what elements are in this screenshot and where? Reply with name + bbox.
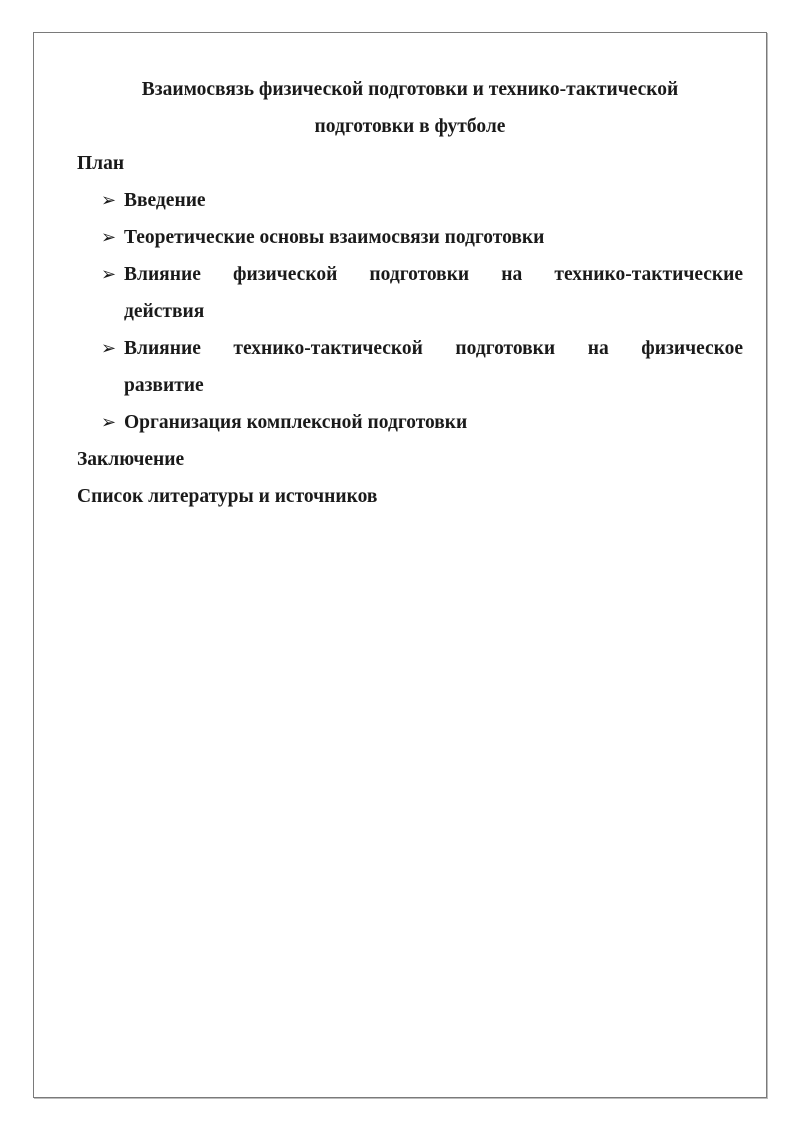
document-title-line-2: подготовки в футболе <box>314 116 506 137</box>
plan-item-label: Организация комплексной подготовки <box>124 412 468 433</box>
plan-item-label-line-1: Влияние физической подготовки на технико-тактические <box>124 264 743 285</box>
document-content <box>77 71 743 515</box>
plan-item-label: Теоретические основы взаимосвязи подготовки <box>124 227 545 248</box>
plan-item-introduction <box>77 182 743 219</box>
document-title-line-1: Взаимосвязь физической подготовки и технико-тактической <box>141 79 679 100</box>
plan-item-tactical-influence <box>77 330 743 404</box>
plan-item-theoretical-basis <box>77 219 743 256</box>
plan-item-label-line-2: действия <box>124 301 205 322</box>
arrow-bullet-icon: ➢ <box>101 264 117 285</box>
arrow-bullet-icon: ➢ <box>101 190 117 211</box>
plan-item-physical-influence <box>77 256 743 330</box>
arrow-bullet-icon: ➢ <box>101 412 117 433</box>
plan-heading: План <box>77 153 125 174</box>
plan-list <box>77 182 743 441</box>
conclusion-heading: Заключение <box>77 449 185 470</box>
document-title <box>77 71 743 145</box>
plan-item-organization <box>77 404 743 441</box>
plan-item-label-line-1: Влияние технико-тактической подготовки на физическое <box>124 338 743 359</box>
plan-item-label-line-2: развитие <box>124 375 204 396</box>
references-heading: Список литературы и источников <box>77 486 378 507</box>
plan-item-label: Введение <box>124 190 206 211</box>
arrow-bullet-icon: ➢ <box>101 338 117 359</box>
arrow-bullet-icon: ➢ <box>101 227 117 248</box>
